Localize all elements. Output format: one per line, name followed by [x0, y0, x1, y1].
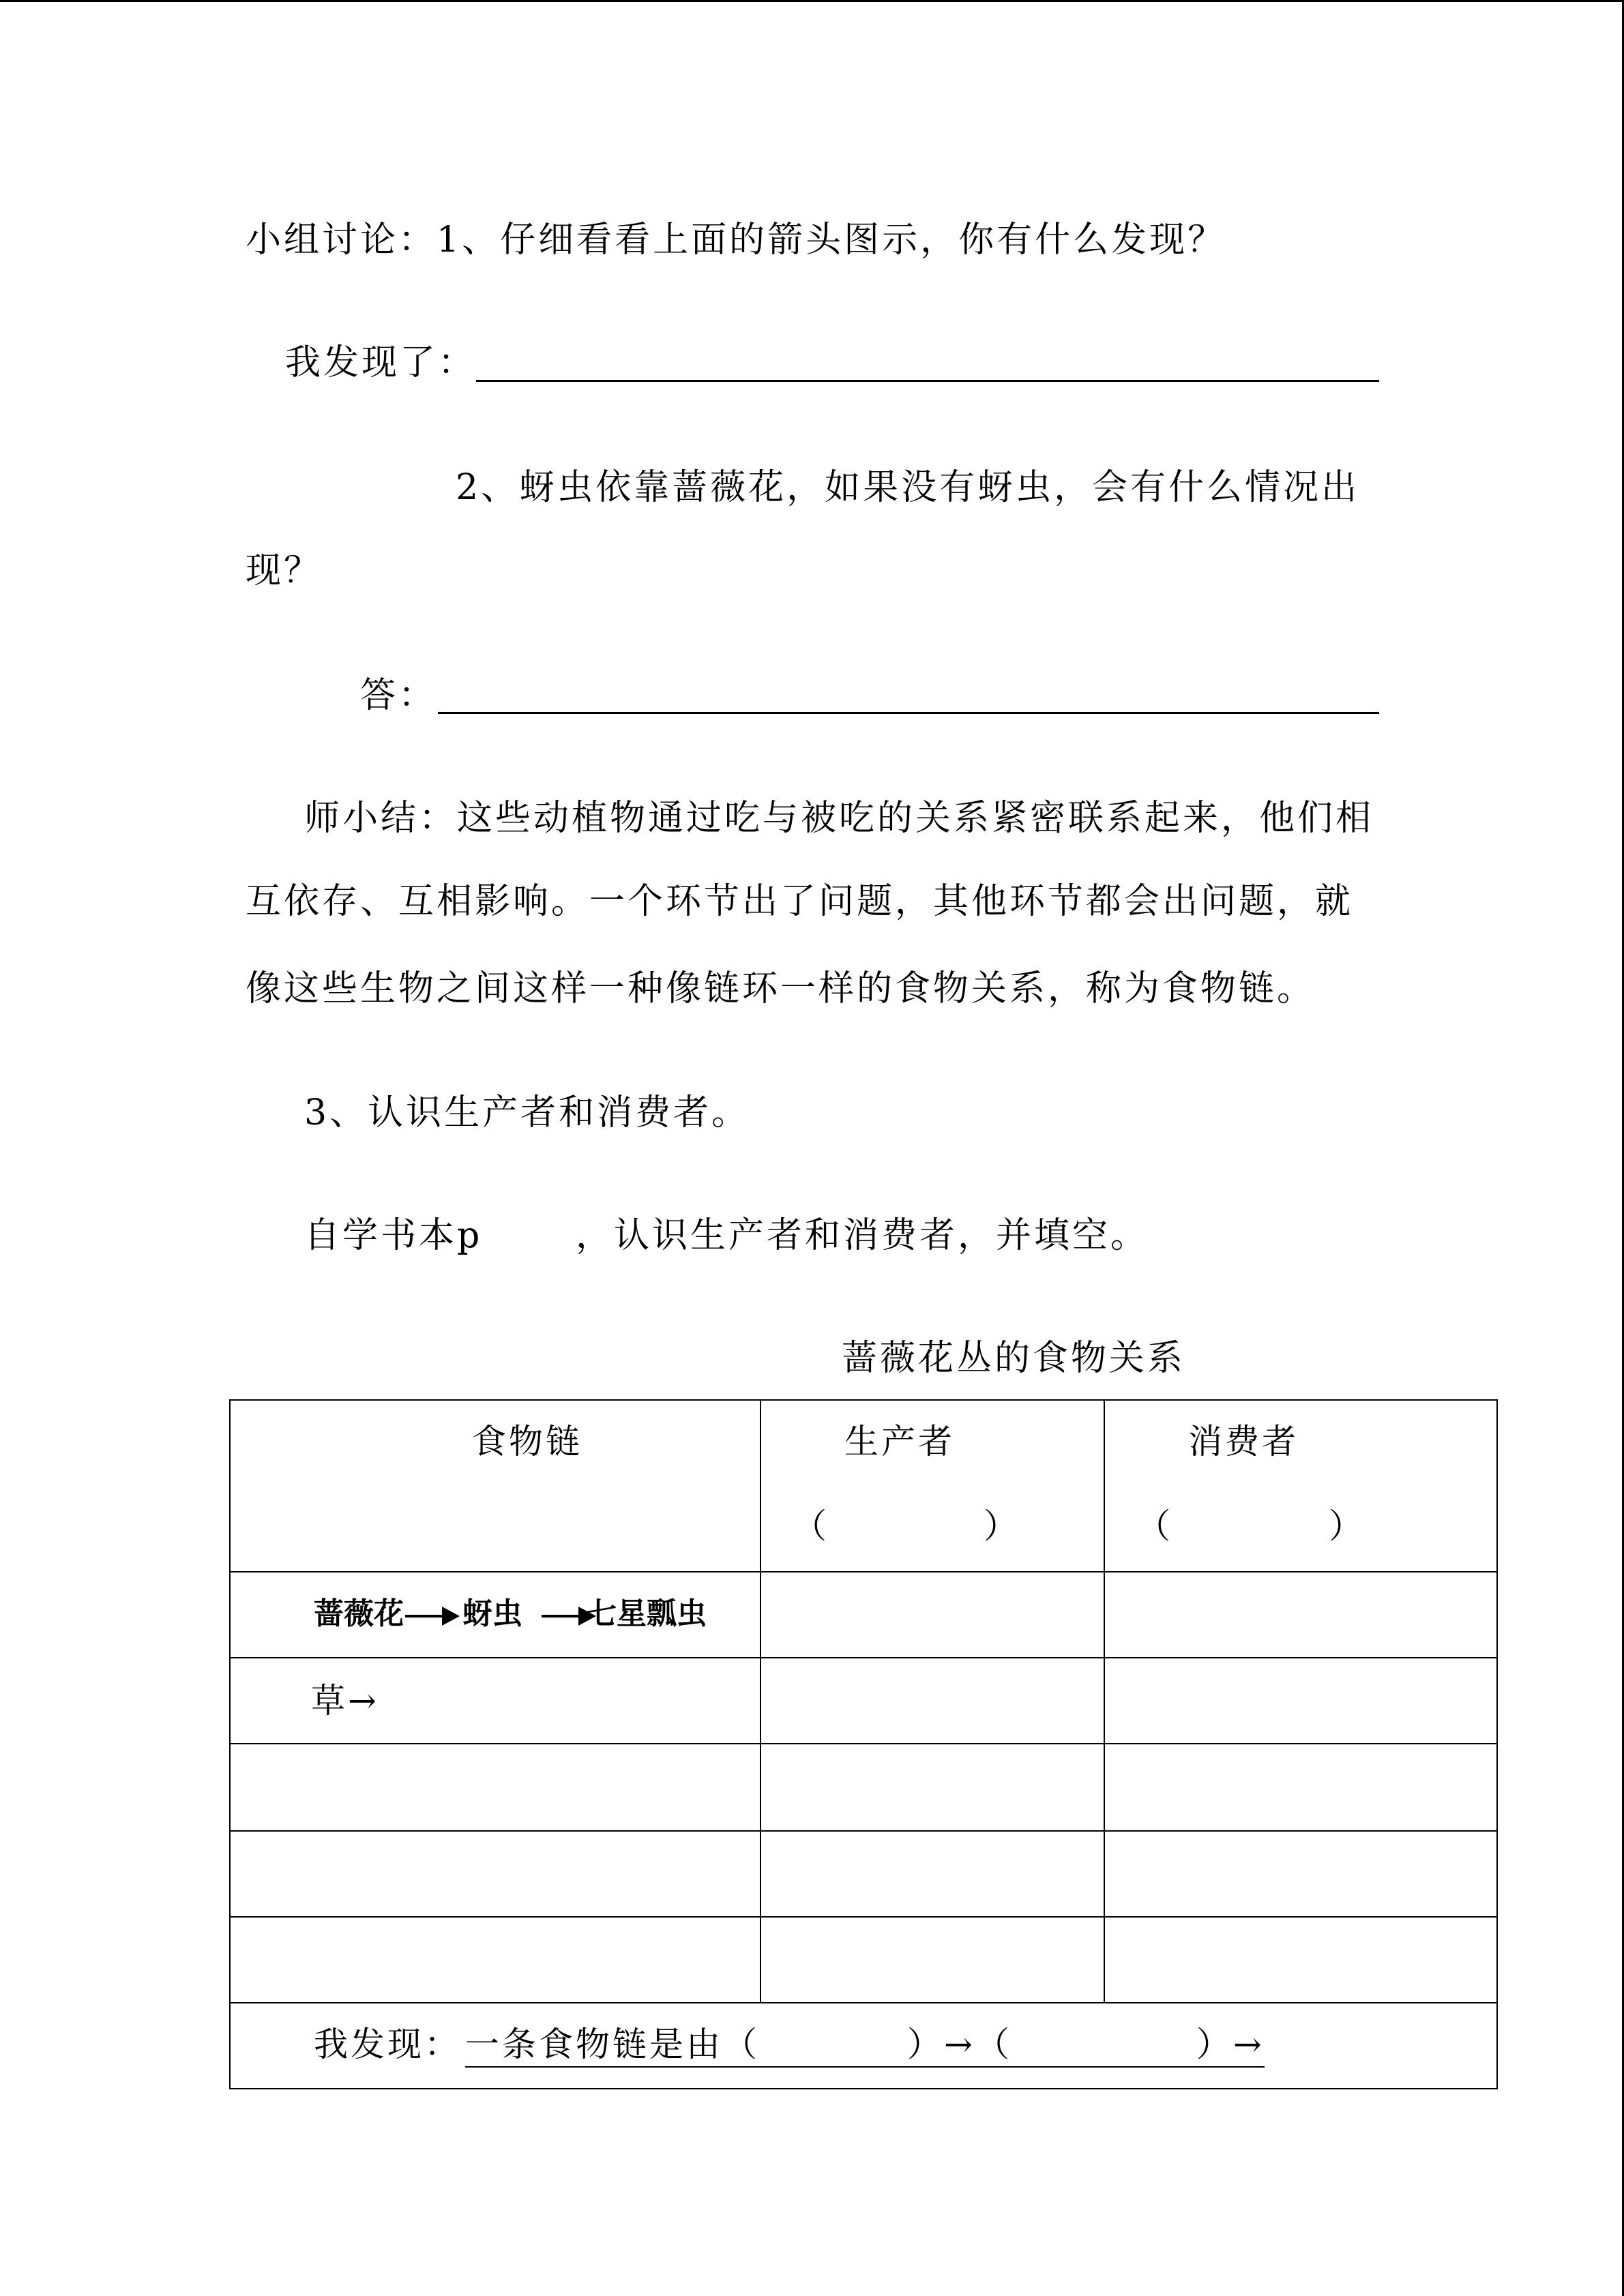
footer-label: 我发现：	[314, 2025, 461, 2064]
q2-answer-label: 答：	[360, 675, 437, 716]
footer-underline	[465, 2066, 1265, 2068]
table-caption: 蔷薇花丛的食物关系	[842, 1338, 1186, 1379]
self-study-text-a: 自学书本p	[304, 1215, 483, 1256]
q1-answer-line[interactable]	[476, 380, 1379, 382]
chain-organism-rose: 蔷薇花	[314, 1596, 404, 1631]
table-rule	[229, 1830, 1498, 1832]
header-producer: 生产者	[844, 1422, 955, 1461]
table-rule	[229, 1743, 1498, 1744]
top-border	[0, 0, 1624, 2]
table-border-left	[229, 1399, 231, 2089]
summary-line-1: 师小结：这些动植物通过吃与被吃的关系紧密联系起来，他们相	[304, 798, 1374, 839]
table-rule	[229, 2002, 1498, 2003]
consumer-paren-open: （	[1136, 1506, 1173, 1546]
q2-answer-line[interactable]	[438, 712, 1379, 714]
summary-line-2: 互依存、互相影响。一个环节出了问题，其他环节都会出问题，就	[246, 881, 1354, 922]
table-rule	[229, 1657, 1498, 1658]
discussion-question-2-cont: 现？	[246, 550, 323, 591]
chain-organism-aphid: 蚜虫	[462, 1596, 522, 1631]
table-border-top	[229, 1399, 1498, 1401]
consumer-paren-close: ）	[1329, 1506, 1365, 1546]
producer-paren-close: ）	[984, 1506, 1020, 1546]
section-3-heading: 3、认识生产者和消费者。	[304, 1092, 750, 1133]
table-column-divider	[760, 1399, 761, 2003]
self-study-text-b: ，认识生产者和消费者，并填空。	[576, 1215, 1149, 1256]
discussion-question-2: 2、蚜虫依靠蔷薇花，如果没有蚜虫，会有什么情况出	[456, 467, 1360, 508]
table-column-divider	[1104, 1399, 1105, 2003]
discussion-question-1: 小组讨论：1、仔细看看上面的箭头图示，你有什么发现？	[246, 220, 1226, 260]
chain-organism-ladybug: 七星瓢虫	[587, 1596, 707, 1631]
food-relation-table	[229, 1399, 1498, 2089]
table-border-bottom	[229, 2088, 1498, 2089]
table-rule	[229, 1916, 1498, 1918]
header-consumer: 消费者	[1188, 1422, 1299, 1461]
footer-food-chain-fill-in[interactable]: 一条食物链是由（ ）→（ ）→	[465, 2025, 1265, 2064]
producer-paren-open: （	[793, 1506, 829, 1546]
chain-grass-start: 草→	[311, 1681, 379, 1720]
header-food-chain: 食物链	[472, 1422, 582, 1461]
summary-line-3: 像这些生物之间这样一种像链环一样的食物关系，称为食物链。	[246, 968, 1316, 1009]
q1-answer-label: 我发现了：	[285, 342, 477, 383]
table-rule	[229, 1571, 1498, 1572]
table-border-right	[1496, 1399, 1498, 2089]
